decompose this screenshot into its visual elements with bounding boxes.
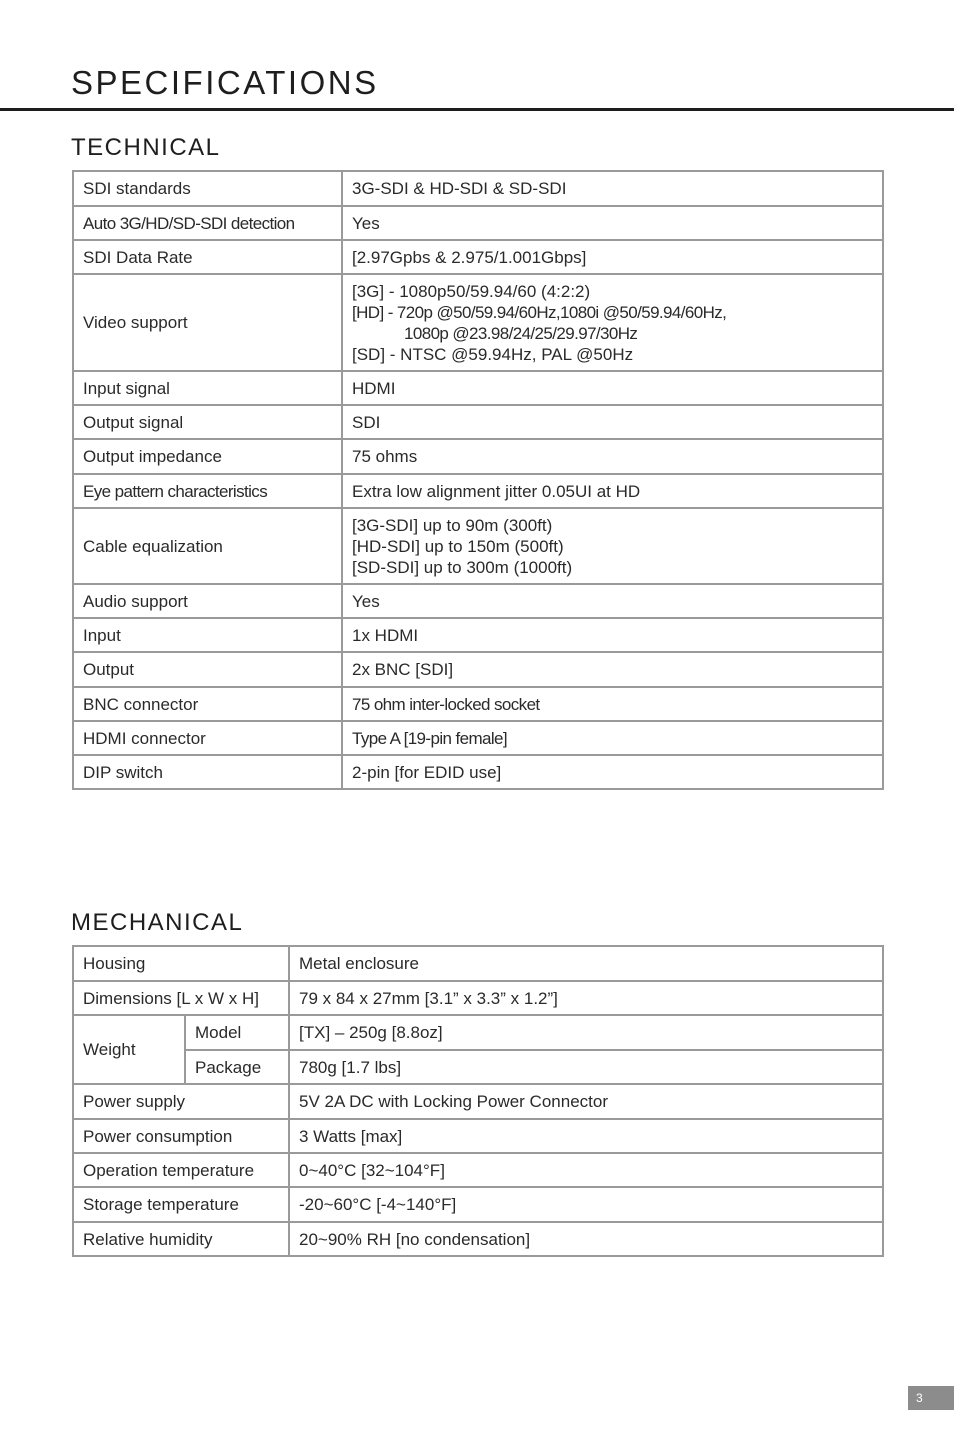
- spec-value-line: [HD] - 720p @50/59.94/60Hz,1080i @50/59.94/60Hz,: [352, 302, 727, 322]
- spec-label: Output signal: [73, 405, 342, 439]
- mechanical-heading: MECHANICAL: [71, 909, 244, 936]
- spec-value: 1x HDMI: [342, 618, 883, 652]
- spec-value-line: [HD-SDI] up to 150m (500ft): [352, 536, 564, 556]
- spec-value: Yes: [342, 584, 883, 618]
- spec-label: Output impedance: [73, 439, 342, 474]
- mechanical-spec-table: [72, 945, 884, 1257]
- spec-label: Eye pattern characteristics: [73, 474, 342, 508]
- spec-value: 0~40°C [32~104°F]: [289, 1153, 883, 1187]
- spec-value: SDI: [342, 405, 883, 439]
- spec-value: 3 Watts [max]: [289, 1119, 883, 1153]
- spec-label: Relative humidity: [73, 1222, 289, 1256]
- spec-label: Audio support: [73, 584, 342, 618]
- page-title: SPECIFICATIONS: [71, 64, 379, 101]
- table-row: [73, 755, 883, 789]
- spec-label: HDMI connector: [73, 721, 342, 755]
- spec-value: 5V 2A DC with Locking Power Connector: [289, 1084, 883, 1119]
- spec-label: SDI Data Rate: [73, 240, 342, 274]
- table-row: [73, 206, 883, 240]
- spec-label: Dimensions [L x W x H]: [73, 981, 289, 1015]
- spec-value: 780g [1.7 lbs]: [289, 1050, 883, 1084]
- table-row: [73, 1050, 883, 1084]
- spec-label: Input signal: [73, 371, 342, 405]
- table-row: [73, 1015, 883, 1050]
- table-row: [73, 1222, 883, 1256]
- table-row: [73, 405, 883, 439]
- table-row: [73, 371, 883, 405]
- title-divider: [0, 108, 954, 111]
- spec-value: 20~90% RH [no condensation]: [289, 1222, 883, 1256]
- spec-value-line: [3G-SDI] up to 90m (300ft): [352, 515, 553, 535]
- spec-value: HDMI: [342, 371, 883, 405]
- spec-value: Metal enclosure: [289, 946, 883, 981]
- spec-value-line: [SD-SDI] up to 300m (1000ft): [352, 557, 573, 577]
- spec-label: Output: [73, 652, 342, 687]
- spec-label: Storage temperature: [73, 1187, 289, 1222]
- spec-value-line: 1080p @23.98/24/25/29.97/30Hz: [404, 323, 638, 343]
- table-row: [73, 508, 883, 584]
- table-row: [73, 1153, 883, 1187]
- spec-value: [342, 508, 883, 584]
- spec-label: DIP switch: [73, 755, 342, 789]
- spec-value-line: [3G] - 1080p50/59.94/60 (4:2:2): [352, 281, 591, 301]
- spec-label: Input: [73, 618, 342, 652]
- spec-label: Power supply: [73, 1084, 289, 1119]
- technical-spec-table: [72, 170, 884, 790]
- spec-sublabel: Model: [185, 1015, 289, 1050]
- technical-heading: TECHNICAL: [71, 134, 221, 161]
- spec-label: Auto 3G/HD/SD-SDI detection: [73, 206, 342, 240]
- page-number: 3: [908, 1386, 954, 1410]
- spec-value-line: [SD] - NTSC @59.94Hz, PAL @50Hz: [352, 344, 634, 364]
- table-row: [73, 584, 883, 618]
- table-row: [73, 474, 883, 508]
- table-row: [73, 721, 883, 755]
- spec-value: Type A [19-pin female]: [342, 721, 883, 755]
- spec-value: [342, 274, 883, 371]
- spec-value: -20~60°C [-4~140°F]: [289, 1187, 883, 1222]
- spec-label: BNC connector: [73, 687, 342, 721]
- table-row: [73, 1119, 883, 1153]
- spec-sublabel: Package: [185, 1050, 289, 1084]
- table-row: [73, 439, 883, 474]
- spec-value: Yes: [342, 206, 883, 240]
- spec-value: 3G-SDI & HD-SDI & SD-SDI: [342, 171, 883, 206]
- spec-value: [TX] – 250g [8.8oz]: [289, 1015, 883, 1050]
- spec-value: 2x BNC [SDI]: [342, 652, 883, 687]
- table-row: [73, 618, 883, 652]
- spec-value: [2.97Gpbs & 2.975/1.001Gbps]: [342, 240, 883, 274]
- spec-value: 75 ohms: [342, 439, 883, 474]
- table-row: [73, 240, 883, 274]
- table-row: [73, 652, 883, 687]
- spec-value: Extra low alignment jitter 0.05UI at HD: [342, 474, 883, 508]
- table-row: [73, 171, 883, 206]
- spec-label: Video support: [73, 274, 342, 371]
- spec-label: SDI standards: [73, 171, 342, 206]
- table-row: [73, 274, 883, 371]
- spec-value: 75 ohm inter-locked socket: [342, 687, 883, 721]
- table-row: [73, 1084, 883, 1119]
- spec-label: Weight: [73, 1015, 185, 1084]
- spec-label: Power consumption: [73, 1119, 289, 1153]
- spec-value: 2-pin [for EDID use]: [342, 755, 883, 789]
- spec-label: Cable equalization: [73, 508, 342, 584]
- spec-label: Housing: [73, 946, 289, 981]
- table-row: [73, 1187, 883, 1222]
- spec-label: Operation temperature: [73, 1153, 289, 1187]
- table-row: [73, 946, 883, 981]
- table-row: [73, 687, 883, 721]
- spec-value: 79 x 84 x 27mm [3.1” x 3.3” x 1.2”]: [289, 981, 883, 1015]
- table-row: [73, 981, 883, 1015]
